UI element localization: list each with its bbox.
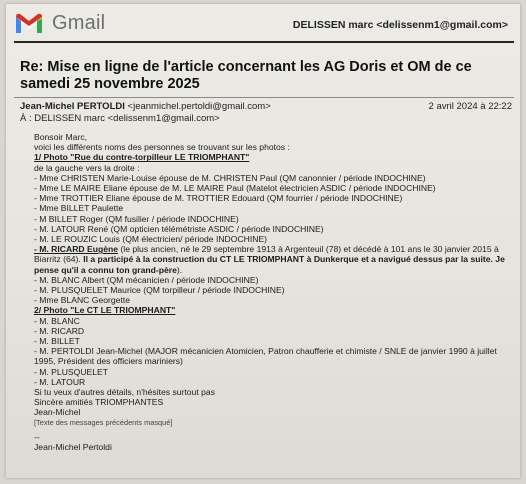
message-body	[34, 132, 510, 452]
list-item: - Mme BILLET Paulette	[34, 203, 124, 214]
list-item: - M. PERTOLDI Jean-Michel (MAJOR mécanicien Atomicien, Patron chaufferie et chimiste / SNLE de janvier 1990 à juillet 1995, Président des officiers mariniers)	[34, 346, 497, 367]
message-date: 2 avril 2024 à 22:22	[428, 101, 512, 112]
photo1-title: 1/ Photo "Rue du contre-torpilleur LE TRIOMPHANT"	[34, 152, 250, 163]
list-item: - Mme TROTTIER Eliane épouse de M. TROTTIER Edouard (QM fourrier / période INDOCHINE)	[34, 193, 403, 204]
ricard-highlight: Il a participé à la construction du CT LE TRIOMPHANT à Dunkerque et a navigué dessus par la suite. Je pense qu'il a connu ton grand-père	[34, 254, 505, 275]
message-meta	[20, 101, 512, 125]
sender-email: <jeanmichel.pertoldi@gmail.com>	[127, 101, 271, 112]
quoted-text-toggle[interactable]: [Texte des messages précédents masqué]	[34, 417, 173, 427]
list-item: - Mme BLANC Georgette	[34, 295, 130, 306]
list-item: - M. PLUSQUELET	[34, 366, 109, 377]
email-subject: Re: Mise en ligne de l'article concernant les AG Doris et OM de ce samedi 25 novembre 2025	[20, 59, 472, 92]
outro-line: Si tu veux d'autres détails, n'hésites surtout pas	[34, 387, 215, 398]
gmail-logo-icon	[14, 12, 44, 34]
ricard-end: ).	[176, 264, 183, 275]
intro-line: voici les différents noms des personnes se trouvant sur les photos :	[34, 142, 290, 153]
list-item: - Mme LE MAIRE Eliane épouse de M. LE MAIRE Paul (Matelot électricien ASDIC / période INDOCHINE)	[34, 183, 436, 194]
ricard-details: (le plus ancien, né le 29 septembre 1913 à Argenteuil (78) et décédé à 101 ans le 30 janvier 2015 à Biarritz (64).	[34, 244, 499, 265]
greeting: Bonsoir Marc,	[34, 132, 88, 142]
header-divider	[14, 41, 514, 43]
signature-name: Jean-Michel	[34, 407, 81, 418]
list-item: - M. LATOUR René (QM opticien télémétriste ASDIC / période INDOCHINE)	[34, 223, 324, 234]
account-identity: DELISSEN marc <delissenm1@gmail.com>	[292, 19, 508, 31]
closing-line: Sincère amitiés TRIOMPHANTES	[34, 397, 164, 408]
ricard-paragraph	[34, 244, 510, 275]
list-item: - M. PLUSQUELET Maurice (QM torpilleur / période INDOCHINE)	[34, 285, 285, 296]
list-item: - M. BILLET	[34, 336, 80, 347]
photo2-title: 2/ Photo "Le CT LE TRIOMPHANT"	[34, 305, 176, 316]
list-item: - M. LE ROUZIC Louis (QM électricien/ période INDOCHINE)	[34, 234, 268, 245]
gmail-wordmark: Gmail	[52, 12, 106, 34]
printed-email-page	[6, 4, 520, 478]
gmail-header	[14, 10, 510, 40]
list-item: - M. LATOUR	[34, 376, 86, 387]
sender-name: Jean-Michel PERTOLDI	[20, 101, 125, 112]
list-item: - Mme CHRISTEN Marie-Louise épouse de M. CHRISTEN Paul (QM canonnier / période INDOCHINE)	[34, 172, 426, 183]
list-item: - M. BLANC	[34, 315, 80, 326]
photo1-subtitle: de la gauche vers la droite :	[34, 162, 140, 173]
signature-separator: --	[34, 431, 40, 442]
list-item: - M BILLET Roger (QM fusilier / période INDOCHINE)	[34, 213, 239, 224]
subject-divider	[14, 97, 514, 98]
recipient-line: À : DELISSEN marc <delissenm1@gmail.com>	[20, 113, 220, 124]
list-item: - M. BLANC Albert (QM mécanicien / période INDOCHINE)	[34, 274, 259, 285]
list-item: - M. RICARD	[34, 325, 85, 336]
ricard-name: - M. RICARD Eugène	[34, 244, 119, 255]
signature-full-name: Jean-Michel Pertoldi	[34, 442, 112, 453]
